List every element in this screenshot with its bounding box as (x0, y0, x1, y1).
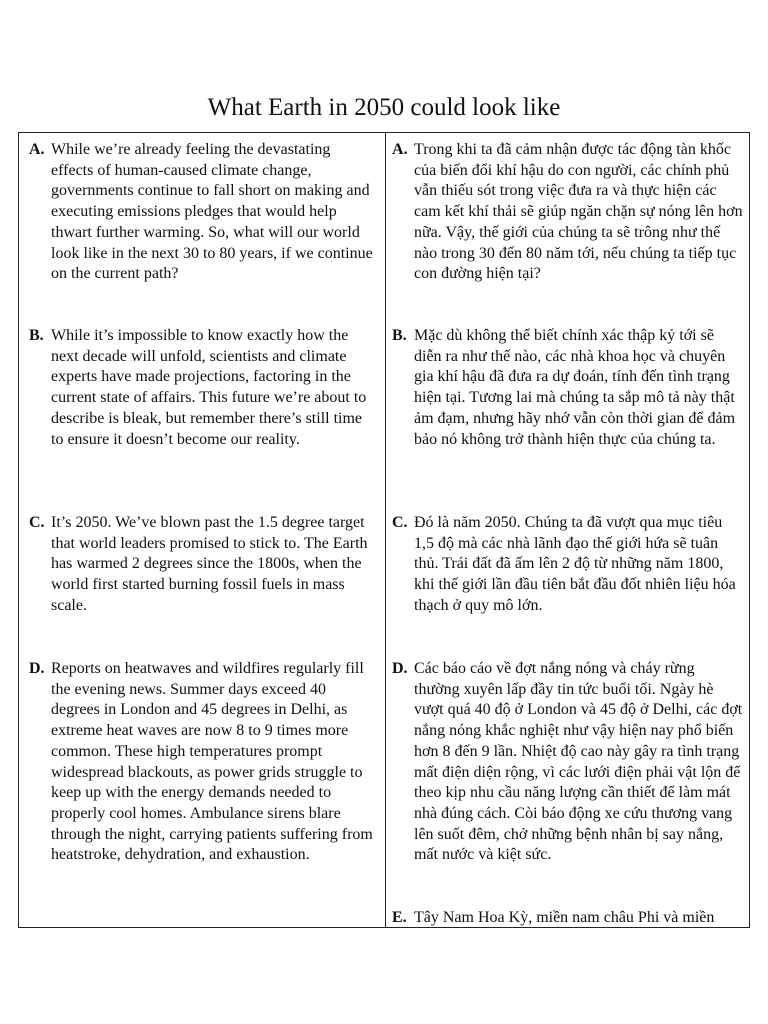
paragraph-text: While it’s impossible to know exactly how the next decade will unfold, scientists and climate experts have made projections, factoring in the current state of affairs. This future we’re about to describe is bleak, but remember there’s still time to ensure it doesn’t become our reality. (51, 327, 367, 448)
column-divider (385, 133, 386, 927)
paragraph-text: Trong khi ta đã cảm nhận được tác động tàn khốc của biến đổi khí hậu do con người, các chính phủ vẫn thiếu sót trong việc đưa ra và thực hiện các cam kết khí thải sẽ giúp ngăn chặn sự nóng lên hơn nữa. Vậy, thế giới của chúng ta sẽ trông như thế nào trong 30 đến 80 năm tới, nếu chúng ta tiếp tục con đường hiện tại? (414, 141, 743, 283)
paragraph-letter: A. (29, 141, 45, 158)
paragraph-letter: B. (29, 327, 44, 344)
paragraph-letter: D. (29, 660, 45, 677)
paragraph-letter: B. (392, 327, 407, 344)
paragraph-letter: D. (392, 660, 408, 677)
vietnamese-paragraph-d (392, 659, 743, 866)
paragraph-text: It’s 2050. We’ve blown past the 1.5 degree target that world leaders promised to stick to. The Earth has warmed 2 degrees since the 1800s, when the world first started burning fossil fuels in mass scale. (51, 514, 368, 614)
paragraph-letter: C. (392, 514, 408, 531)
vietnamese-paragraph-e (392, 908, 743, 928)
paragraph-letter: A. (392, 141, 408, 158)
page-title: What Earth in 2050 could look like (207, 94, 561, 121)
paragraph-text: Các báo cáo về đợt nắng nóng và cháy rừng thường xuyên lấp đầy tin tức buổi tối. Ngày hè vượt quá 40 độ ở London và 45 độ ở Delhi, các đợt nắng nóng khắc nghiệt như vậy hiện nay phổ biến hơn 8 đến 9 lần. Nhiệt độ cao này gây ra tình trạng mất điện diện rộng, vì các lưới điện phải vật lộn để theo kịp nhu cầu năng lượng cần thiết để làm mát nhà đúng cách. Còi báo động xe cứu thương vang lên suốt đêm, chở những bệnh nhân bị say nắng, mất nước và kiệt sức. (414, 660, 743, 864)
bilingual-table (18, 132, 750, 928)
english-paragraph-c (29, 513, 375, 617)
paragraph-letter: E. (392, 909, 407, 926)
paragraph-text: Mặc dù không thể biết chính xác thập kỷ tới sẽ diễn ra như thế nào, các nhà khoa học và chuyên gia khí hậu đã đưa ra dự đoán, tính đến tình trạng hiện tại. Tương lai mà chúng ta sắp mô tả này thật ảm đạm, nhưng hãy nhớ vẫn còn thời gian để đảm bảo nó không trở thành hiện thực của chúng ta. (414, 327, 736, 448)
paragraph-text: Tây Nam Hoa Kỳ, miền nam châu Phi và miền (414, 909, 715, 926)
vietnamese-paragraph-a (392, 140, 743, 285)
paragraph-text: Đó là năm 2050. Chúng ta đã vượt qua mục tiêu 1,5 độ mà các nhà lãnh đạo thế giới hứa sẽ tuân thủ. Trái đất đã ấm lên 2 độ từ những năm 1800, khi thế giới lần đầu tiên bắt đầu đốt nhiên liệu hóa thạch ở quy mô lớn. (414, 514, 736, 614)
english-paragraph-a (29, 140, 375, 285)
vietnamese-paragraph-c (392, 513, 743, 617)
vietnamese-paragraph-b (392, 326, 743, 450)
english-paragraph-d (29, 659, 375, 866)
paragraph-text: While we’re already feeling the devastating effects of human-caused climate change, governments continue to fall short on making and executing emissions pledges that would help thwart further warming. So, what will our world look like in the next 30 to 80 years, if we continue on the current path? (51, 141, 373, 283)
paragraph-text: Reports on heatwaves and wildfires regularly fill the evening news. Summer days exceed 40 degrees in London and 45 degrees in Delhi, as extreme heat waves are now 8 to 9 times more common. These high temperatures prompt widespread blackouts, as power grids struggle to keep up with the energy demands needed to properly cool homes. Ambulance sirens blare through the night, carrying patients suffering from heatstroke, dehydration, and exhaustion. (51, 660, 373, 864)
paragraph-letter: C. (29, 514, 45, 531)
english-paragraph-b (29, 326, 375, 450)
